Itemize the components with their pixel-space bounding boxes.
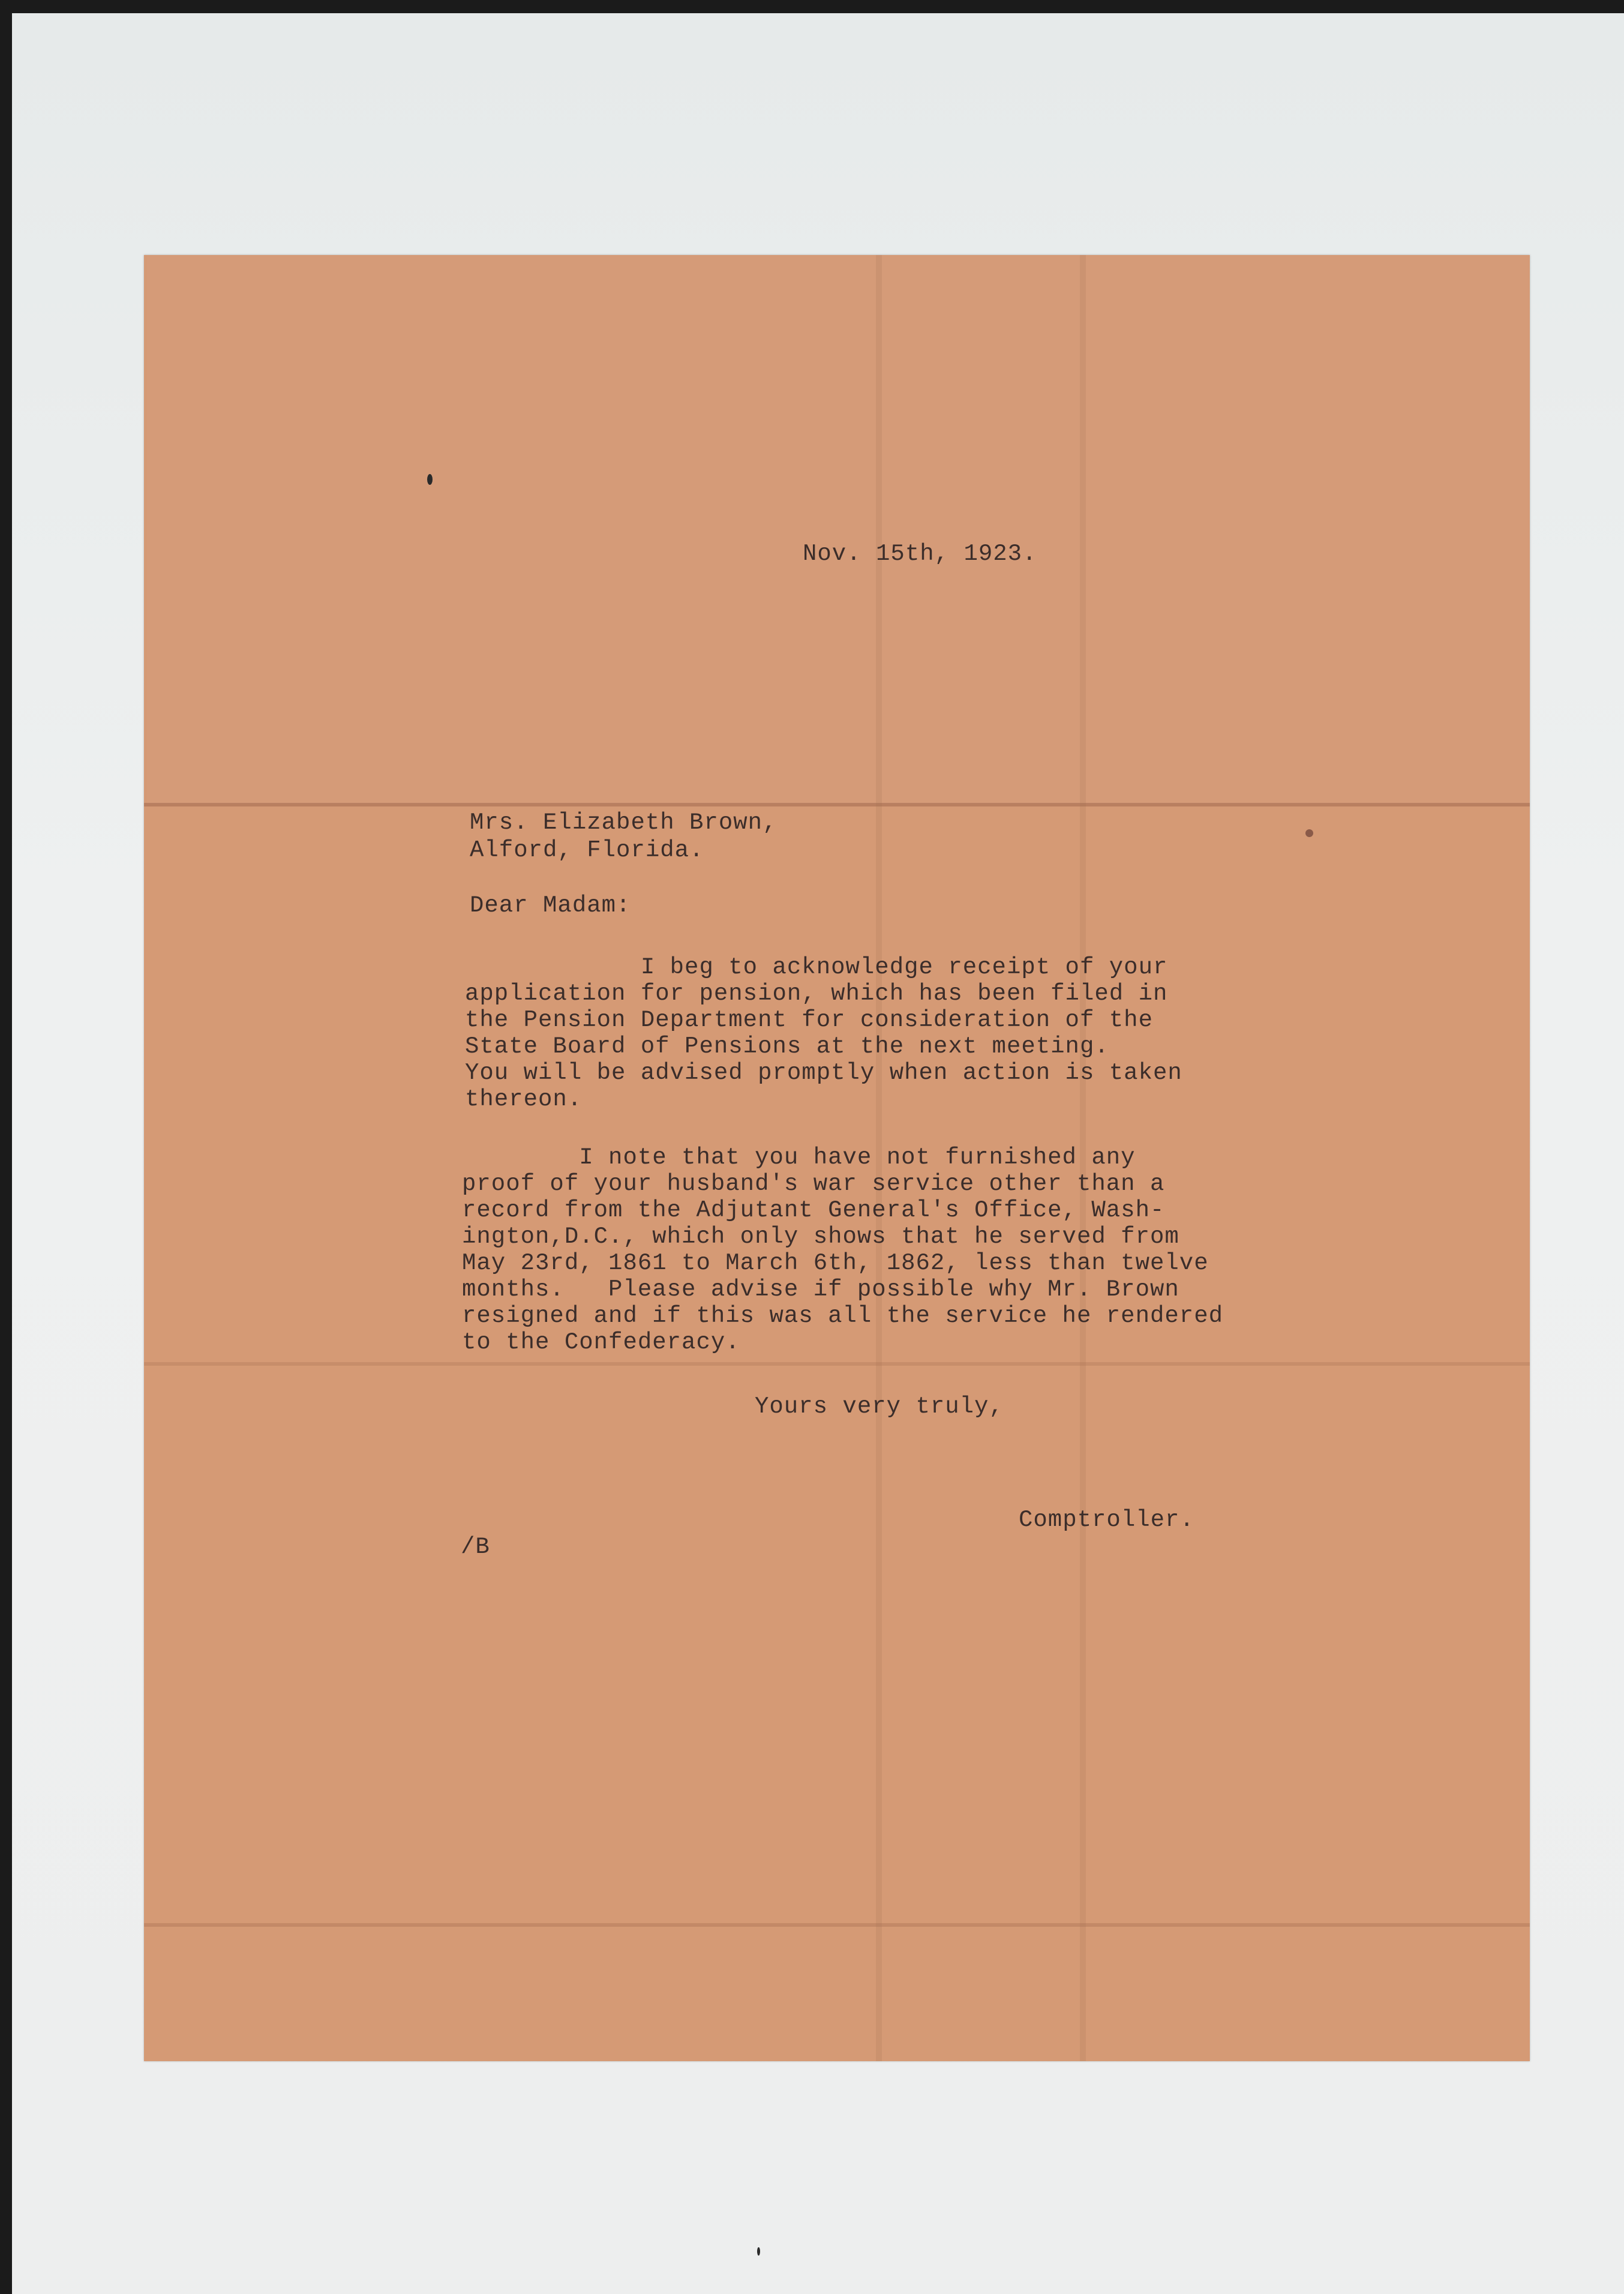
paragraph-line: record from the Adjutant General's Office, Wash- (462, 1197, 1165, 1224)
paragraph-line: resigned and if this was all the service he rendered (462, 1303, 1223, 1329)
salutation: Dear Madam: (470, 892, 631, 919)
recipient-name: Mrs. Elizabeth Brown, (470, 809, 778, 836)
paragraph-line: State Board of Pensions at the next meeting. (465, 1033, 1109, 1060)
paragraph-line: I note that you have not furnished any (462, 1144, 1136, 1171)
recipient-location: Alford, Florida. (470, 837, 704, 863)
typist-initials: /B (461, 1534, 490, 1560)
letter-date: Nov. 15th, 1923. (803, 541, 1037, 567)
signature-title: Comptroller. (1019, 1507, 1194, 1533)
paragraph-line: May 23rd, 1861 to March 6th, 1862, less than twelve (462, 1250, 1209, 1276)
paragraph-line: application for pension, which has been filed in (465, 980, 1168, 1007)
paragraph-line: I beg to acknowledge receipt of your (465, 954, 1168, 980)
paragraph-line: months. Please advise if possible why Mr. Brown (462, 1276, 1179, 1303)
paragraph-line: ington,D.C., which only shows that he served from (462, 1224, 1179, 1250)
paragraph-line: thereon. (465, 1086, 583, 1112)
paragraph-line: proof of your husband's war service other than a (462, 1171, 1165, 1197)
paragraph-line: to the Confederacy. (462, 1329, 740, 1356)
complimentary-close: Yours very truly, (755, 1393, 1004, 1420)
paragraph-line: the Pension Department for consideration of the (465, 1007, 1153, 1033)
paragraph-line: You will be advised promptly when action is taken (465, 1060, 1182, 1086)
